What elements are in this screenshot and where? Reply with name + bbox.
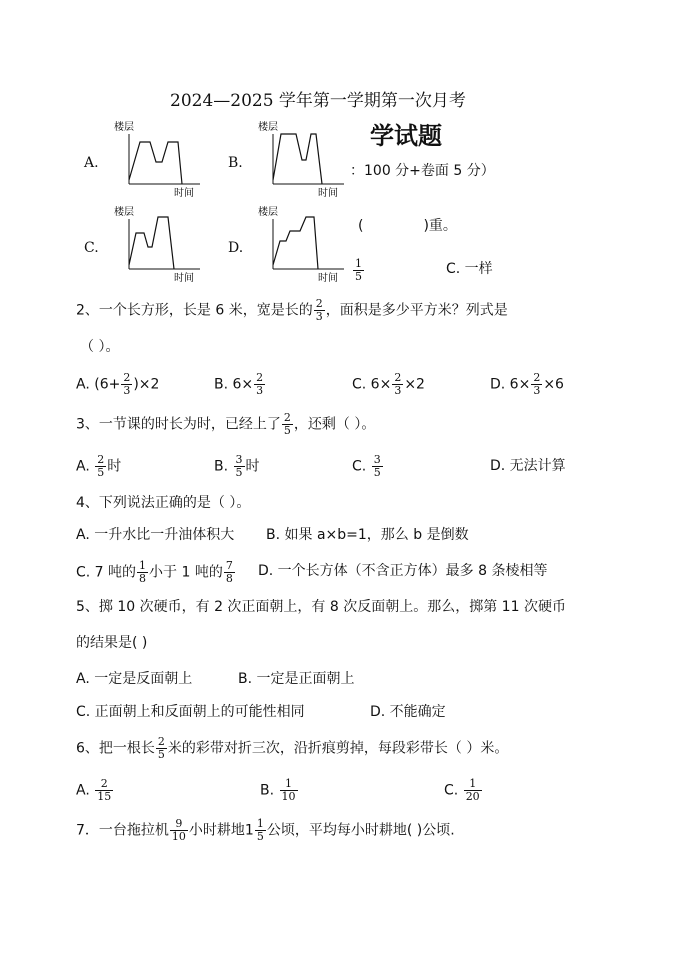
q5-option-a: A. 一定是反面朝上 xyxy=(76,671,193,687)
graph-b-label: B. xyxy=(228,155,243,171)
graph-d xyxy=(256,205,346,285)
q2-question: 2、一个长方形，长是 6 米，宽是长的 $\frac{2}{3}$ ，面积是多少平方米？列式是 xyxy=(76,297,508,323)
graph-a-xlabel: 时间 xyxy=(174,188,194,199)
q3-option-a: A. $\frac{2}{5}$ 时 xyxy=(76,453,122,479)
q7-fraction-hours: $\frac{9}{10}$ xyxy=(171,817,186,843)
q3-option-c: C. $\frac{3}{5}$ xyxy=(352,453,381,479)
score-note-partial: ：100 分+卷面 5 分） xyxy=(350,163,495,179)
graph-a-ylabel: 楼层 xyxy=(114,122,134,133)
q2-fraction: $\frac{2}{3}$ xyxy=(315,297,323,323)
graph-d-ylabel: 楼层 xyxy=(258,207,278,218)
q3-option-d: D. 无法计算 xyxy=(490,458,566,474)
q4-option-a: A. 一升水比一升油体积大 xyxy=(76,527,235,543)
q5-option-d: D. 不能确定 xyxy=(370,704,446,720)
q4-option-c: C. 7 吨的 $\frac{1}{8}$ 小于 1 吨的 $\frac{7}{8}$ xyxy=(76,559,233,585)
q6-option-c: C. $\frac{1}{20}$ xyxy=(444,777,480,803)
q4-question: 4、下列说法正确的是（ ）。 xyxy=(76,495,251,511)
exam-title: 2024—2025 学年第一学期第一次月考 xyxy=(170,91,466,111)
q1-fraction: $\frac{1}{5}$ xyxy=(355,257,362,283)
q4-option-d: D. 一个长方体（不含正方体）最多 8 条棱相等 xyxy=(258,563,548,579)
q6-option-b: B. $\frac{1}{10}$ xyxy=(260,777,296,803)
q1-partial-line2 xyxy=(352,258,365,283)
q5-option-c: C. 正面朝上和反面朝上的可能性相同 xyxy=(76,704,305,720)
q5-line1: 5、掷 10 次硬币，有 2 次正面朝上，有 8 次反面朝上。那么，掷第 11 次硬币 xyxy=(76,599,566,615)
exam-subtitle-partial: 学试题 xyxy=(370,122,442,150)
q7-question: 7．一台拖拉机 $\frac{9}{10}$ 小时耕地1 $\frac{1}{5}$ 公顷，平均每小时耕地( )公顷. xyxy=(76,817,455,843)
q3-fraction: $\frac{2}{5}$ xyxy=(283,411,291,437)
q1-partial-line1: ( )重。 xyxy=(358,218,457,234)
graph-d-label: D. xyxy=(228,240,244,256)
graph-b-xlabel: 时间 xyxy=(318,188,338,199)
graph-c-label: C. xyxy=(84,240,99,256)
q2-option-b: B. 6× $\frac{2}{3}$ xyxy=(214,371,264,397)
graph-a-label: A. xyxy=(84,155,99,171)
q3-option-b: B. $\frac{3}{5}$ 时 xyxy=(214,453,260,479)
q5-line2: 的结果是( ) xyxy=(76,635,148,651)
q6-question: 6、把一根长 $\frac{2}{5}$ 米的彩带对折三次，沿折痕剪掉，每段彩带长（ ）米。 xyxy=(76,735,509,761)
q2-option-a: A. (6+ $\frac{2}{3}$ )×2 xyxy=(76,371,160,397)
q5-option-b: B. 一定是正面朝上 xyxy=(238,671,355,687)
q2-option-d: D. 6× $\frac{2}{3}$ ×6 xyxy=(490,371,564,397)
q2-option-c: C. 6× $\frac{2}{3}$ ×2 xyxy=(352,371,425,397)
q7-fraction-hectares: $\frac{1}{5}$ xyxy=(256,817,264,843)
q3-question: 3、一节课的时长为时，已经上了 $\frac{2}{5}$ ，还剩（ ）。 xyxy=(76,411,376,437)
q6-option-a: A. $\frac{2}{15}$ xyxy=(76,777,112,803)
graph-b-ylabel: 楼层 xyxy=(258,122,278,133)
graph-b xyxy=(256,120,346,200)
graph-c xyxy=(112,205,202,285)
q4-option-b: B. 如果 a×b=1，那么 b 是倒数 xyxy=(266,527,469,543)
q1-option-c: C. 一样 xyxy=(446,261,493,277)
graph-a xyxy=(112,120,202,200)
graph-c-xlabel: 时间 xyxy=(174,273,194,284)
q2-blank: （ ）。 xyxy=(80,339,120,355)
q6-fraction: $\frac{2}{5}$ xyxy=(157,735,165,761)
graph-d-xlabel: 时间 xyxy=(318,273,338,284)
graph-c-ylabel: 楼层 xyxy=(114,207,134,218)
